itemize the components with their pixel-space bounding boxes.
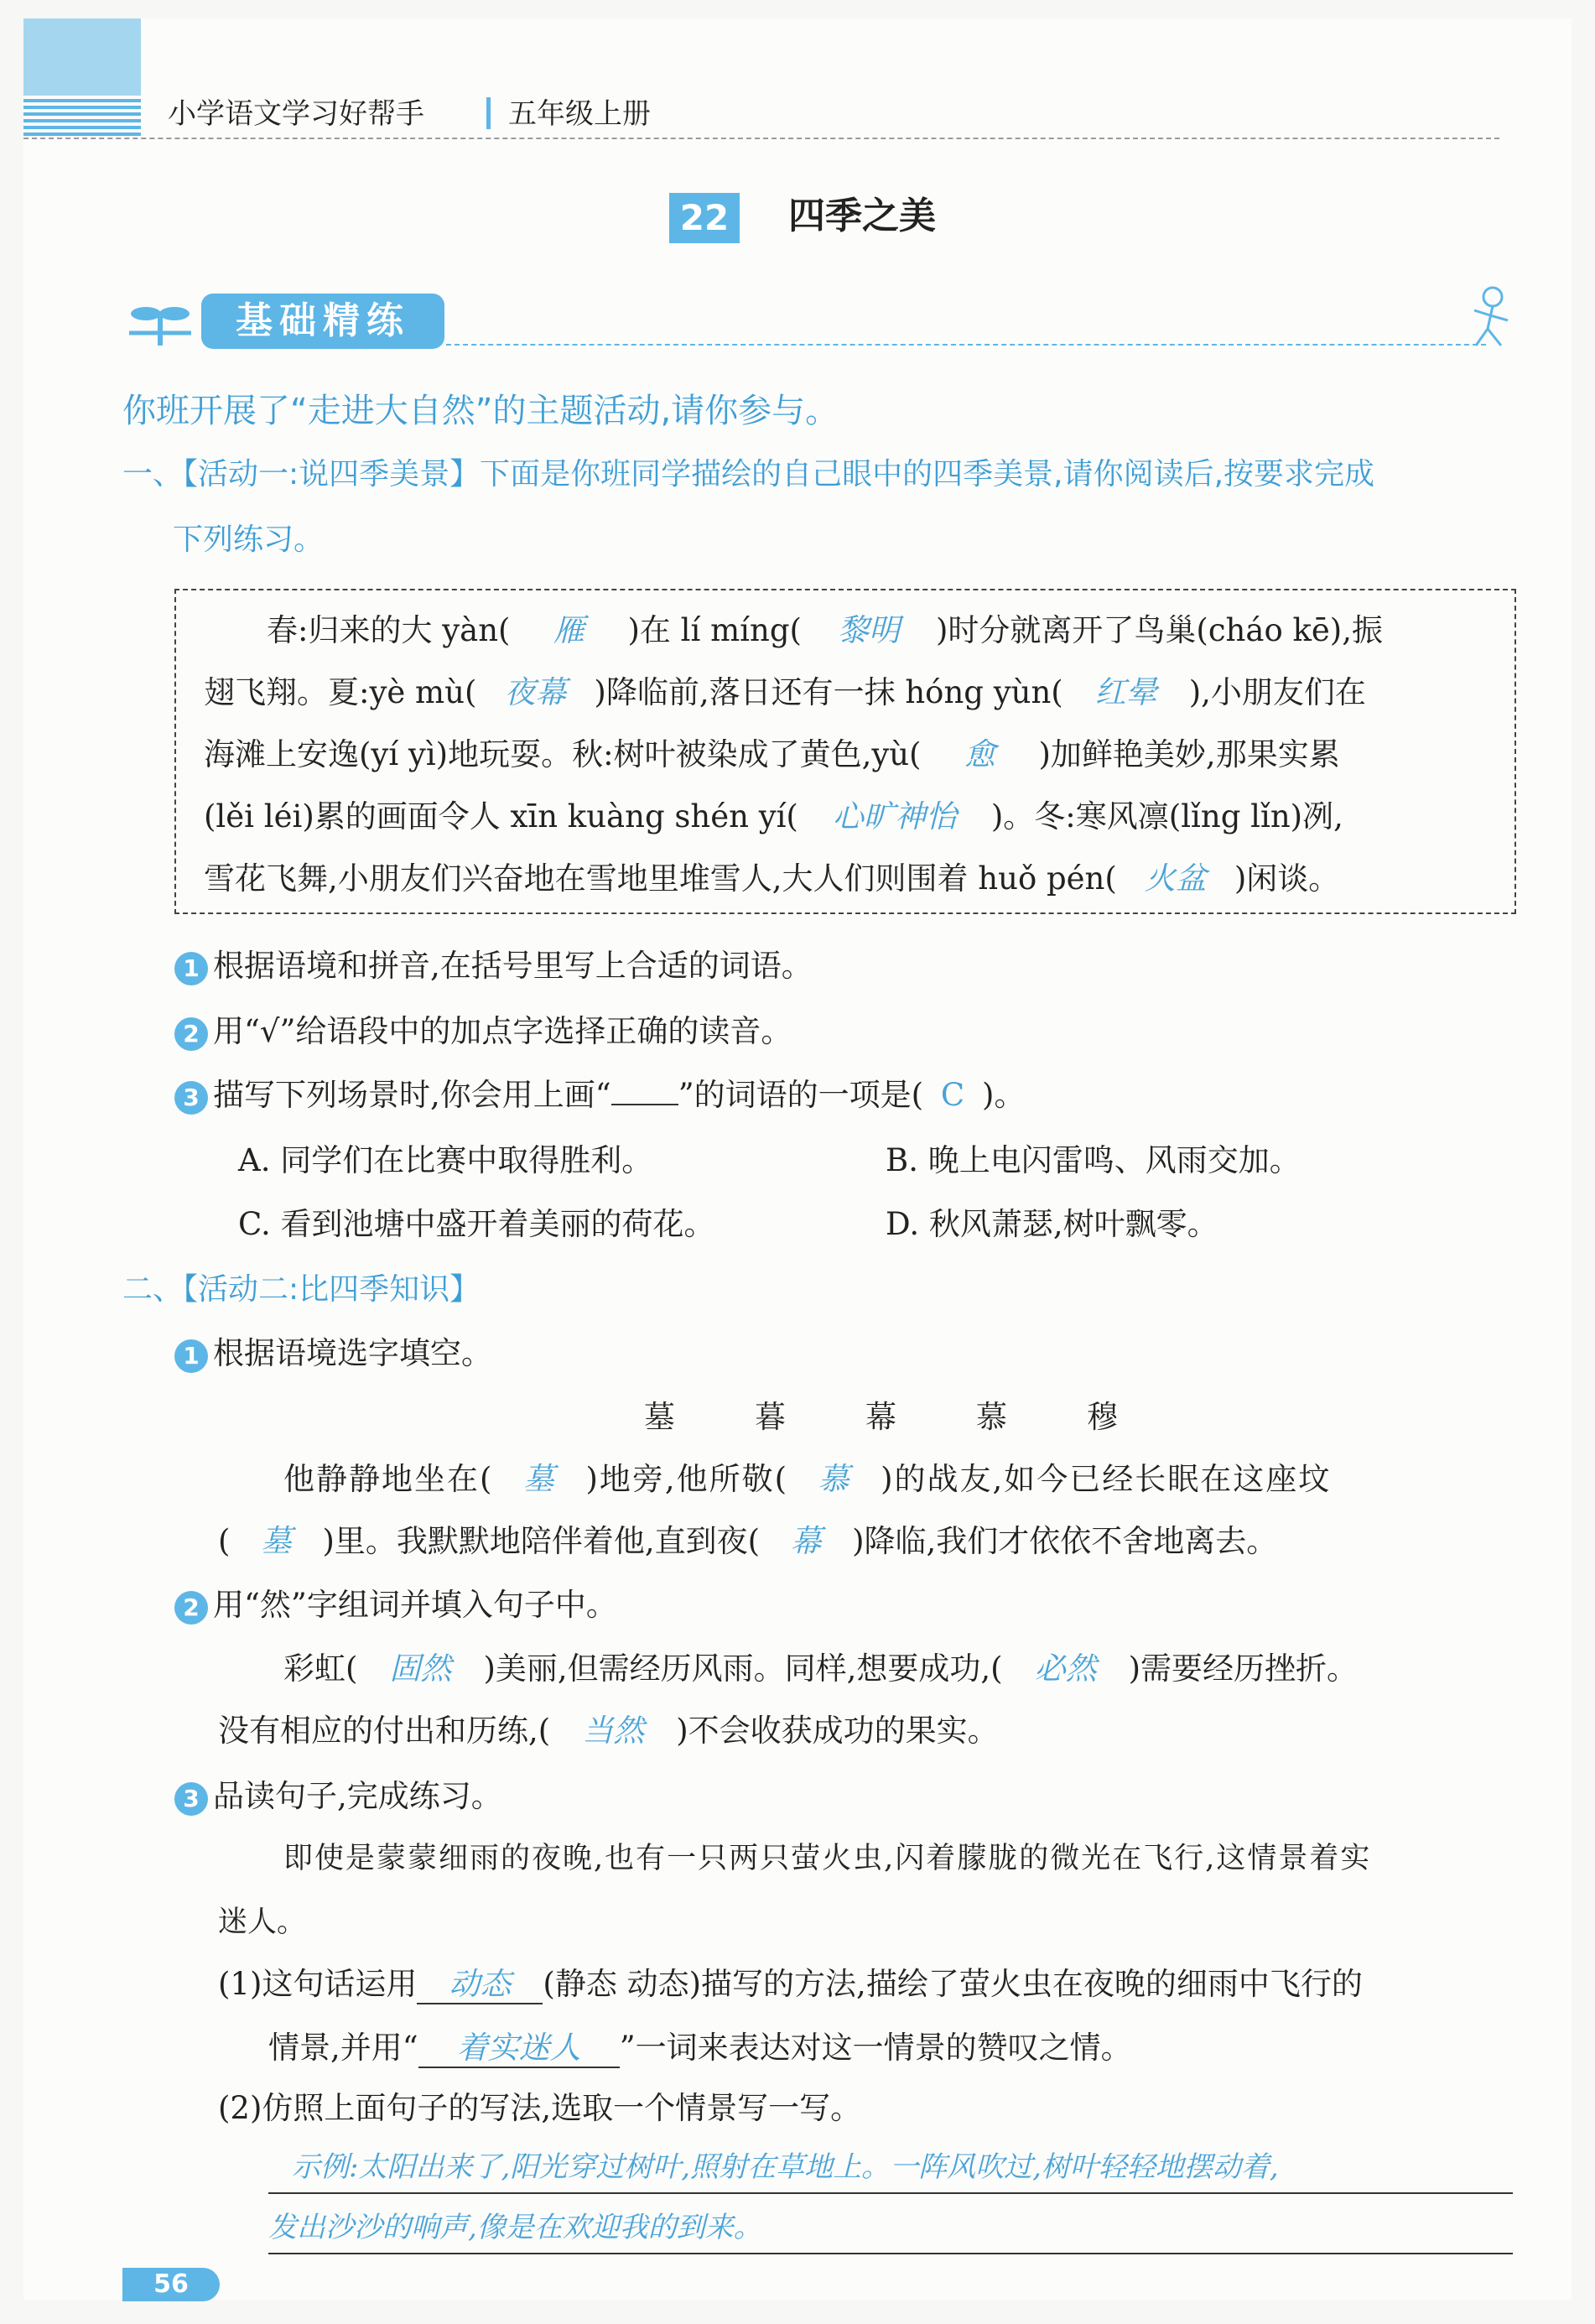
quote-line-1: 即使是蒙蒙细雨的夜晚,也有一只两只萤火虫,闪着朦胧的微光在飞行,这情景着实 [283,1842,1372,1875]
lesson-number: 22 [669,193,740,243]
a1-question-3: 3 描写下列场景时,你会用上画“ ”的词语的一项是( C )。 [174,1077,1025,1115]
activity1-heading: 一、【活动一:说四季美景】下面是你班同学描绘的自己眼中的四季美景,请你阅读后,按要求完成 [122,457,1375,491]
passage-line-5: 雪花飞舞,小朋友们兴奋地在雪地里堆雪人,大人们则围着 huǒ pén( 火盆 )闲谈。 [204,860,1340,897]
question-number-2: 2 [174,1017,208,1051]
char-choices [644,1399,1118,1436]
answer-liming: 黎明 [837,612,900,648]
passage-line-4: (lěi léi)累的画面令人 xīn kuàng shén yí( 心旷神怡 )。冬:寒风凛(lǐng lǐn)冽, [204,798,1343,834]
book-title: 小学语文学习好帮手 [168,97,424,131]
ran-sentence-1: 彩虹( 固然 )美丽,但需经历风雨。同样,想要成功,( 必然 )需要经历挫折。 [283,1651,1359,1687]
a2-question-3: 3 品读句子,完成练习。 [174,1778,502,1816]
grade-label: 五年级上册 [508,97,651,131]
example-answer-line-2: 发出沙沙的响声,像是在欢迎我的到来。 [268,2211,762,2244]
workbook-page [23,18,1572,2300]
answer-rule-1 [268,2192,1513,2194]
option-a: A. 同学们在比赛中取得胜利。 [238,1142,653,1178]
sprout-icon [122,295,198,346]
answer-hongyun: 红晕 [1094,674,1157,710]
answer-yu: 愈 [964,736,995,772]
a1-question-2: 2 用“√”给语段中的加点字选择正确的读音。 [174,1013,792,1051]
char-choice: 幕 [865,1399,896,1435]
answer-xinkuangshenyi: 心旷神怡 [832,798,957,834]
passage-line-2: 翅飞翔。夏:yè mù( 夜幕 )降临前,落日还有一抹 hóng yùn( 红晕 ),小朋友们在 [204,674,1366,710]
a2-question-1: 1 根据语境选字填空。 [174,1335,492,1373]
option-c: C. 看到池塘中盛开着美丽的荷花。 [238,1206,715,1242]
option-d: D. 秋风萧瑟,树叶飘零。 [886,1206,1218,1242]
ran-sentence-2: 没有相应的付出和历练,( 当然 )不会收获成功的果实。 [218,1713,999,1749]
char-choice: 慕 [976,1399,1007,1435]
char-choice: 暮 [755,1399,786,1435]
header-divider [486,97,491,129]
sub-question-1-cont: 情景,并用“ 着实迷人 ”一词来表达对这一情景的赞叹之情。 [268,2030,1132,2068]
answer-huopen: 火盆 [1144,860,1207,897]
a1-question-1: 1 根据语境和拼音,在括号里写上合适的词语。 [174,948,813,985]
answer-q3: C [940,1077,965,1113]
example-answer-line-1: 示例:太阳出来了,阳光穿过树叶,照射在草地上。一阵风吹过,树叶轻轻地摆动着, [292,2150,1279,2184]
lesson-title: 四季之美 [788,195,936,237]
question-number-1: 1 [174,1339,208,1373]
fill-sentence-2: ( 墓 )里。我默默地陪伴着他,直到夜( 幕 )降临,我们才依依不舍地离去。 [218,1523,1278,1559]
activity2-heading: 二、【活动二:比四季知识】 [122,1272,481,1307]
answer-yemu: 夜幕 [504,674,567,710]
fill-sentence-1: 他静静地坐在( 墓 )地旁,他所敬( 慕 )的战友,如今已经长眠在这座坟 [283,1461,1332,1497]
header-rule [23,138,1499,139]
question-number-1: 1 [174,952,208,985]
question-number-3: 3 [174,1782,208,1816]
banner-rule [446,344,1486,346]
answer-yan: 雁 [553,612,584,648]
header-stripes [23,96,141,136]
a2-question-2: 2 用“然”字组词并填入句子中。 [174,1587,617,1625]
sub-question-1: (1)这句话运用 动态 (静态 动态)描写的方法,描绘了萤火虫在夜晚的细雨中飞行的 [218,1966,1363,2004]
question-number-2: 2 [174,1591,208,1625]
page-number: 56 [122,2268,220,2301]
running-figure-icon [1459,285,1518,352]
section-banner: 基础精练 [201,294,444,349]
activity1-heading-cont: 下列练习。 [173,523,325,557]
answer-rule-2 [268,2253,1513,2254]
option-b: B. 晚上电闪雷鸣、风雨交加。 [886,1142,1301,1178]
passage-line-3: 海滩上安逸(yí yì)地玩耍。秋:树叶被染成了黄色,yù( 愈 )加鲜艳美妙,那果实累 [204,736,1340,772]
intro-text: 你班开展了“走进大自然”的主题活动,请你参与。 [122,392,839,430]
question-number-3: 3 [174,1081,208,1115]
passage-line-1: 春:归来的大 yàn( 雁 )在 lí míng( 黎明 )时分就离开了鸟巢(cháo kē),振 [267,612,1383,648]
char-choice: 穆 [1087,1399,1118,1435]
quote-line-2: 迷人。 [218,1905,307,1939]
sub-question-2: (2)仿照上面句子的写法,选取一个情景写一写。 [218,2090,862,2126]
char-choice: 墓 [644,1399,675,1435]
